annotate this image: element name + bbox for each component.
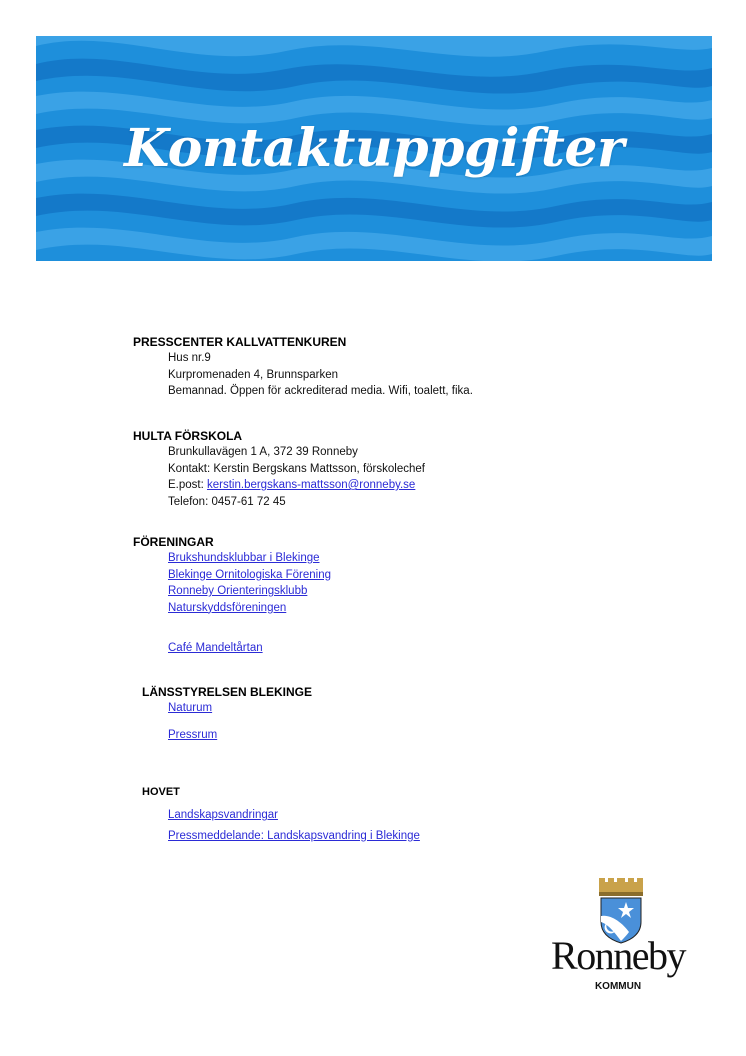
- section-lansstyrelsen: [142, 684, 662, 743]
- section-hovet: [142, 784, 662, 844]
- hulta-email-row: [168, 477, 653, 494]
- section-hulta: [133, 428, 653, 510]
- link-naturum[interactable]: Naturum: [168, 702, 213, 714]
- presscenter-info: Bemannad. Öppen för ackrediterad media. Wifi, toalett, fika.: [168, 385, 473, 397]
- section-heading: FÖRENINGAR: [133, 535, 214, 549]
- link-brukshundsklubbar[interactable]: Brukshundsklubbar i Blekinge: [168, 552, 320, 564]
- link-pressrum[interactable]: Pressrum: [168, 728, 218, 741]
- section-heading: HOVET: [142, 786, 180, 798]
- banner-title: Kontaktuppgifter: [124, 118, 624, 179]
- section-heading: LÄNSSTYRELSEN BLEKINGE: [142, 685, 313, 699]
- logo-subtitle: KOMMUN: [594, 981, 642, 992]
- link-naturskyddsforeningen[interactable]: Naturskyddsföreningen: [168, 601, 287, 614]
- link-ornitologiska[interactable]: Blekinge Ornitologiska Förening: [168, 568, 332, 581]
- hulta-phone: Telefon: 0457-61 72 45: [168, 495, 286, 508]
- link-orienteringsklubb[interactable]: Ronneby Orienteringsklubb: [168, 585, 308, 597]
- header-banner: [36, 36, 712, 261]
- email-label: E.post:: [168, 479, 207, 491]
- section-foreningar: [133, 534, 653, 657]
- link-pressmeddelande[interactable]: Pressmeddelande: Landskapsvandring i Blekinge: [168, 829, 420, 842]
- logo-wordmark: Ronneby: [551, 933, 685, 978]
- link-landskapsvandringar[interactable]: Landskapsvandringar: [168, 809, 278, 821]
- hulta-contact: Kontakt: Kerstin Bergskans Mattsson, förskolechef: [168, 462, 425, 475]
- section-heading: HULTA FÖRSKOLA: [133, 429, 243, 443]
- presscenter-address: Kurpromenaden 4, Brunnsparken: [168, 368, 339, 381]
- section-heading: PRESSCENTER KALLVATTENKUREN: [133, 335, 347, 349]
- email-link[interactable]: kerstin.bergskans-mattsson@ronneby.se: [207, 479, 416, 491]
- link-cafe[interactable]: Café Mandeltårtan: [168, 642, 263, 654]
- ronneby-logo: [538, 878, 698, 998]
- section-presscenter: [133, 334, 653, 400]
- presscenter-building: Hus nr.9: [168, 352, 211, 364]
- hulta-address: Brunkullavägen 1 A, 372 39 Ronneby: [168, 446, 358, 458]
